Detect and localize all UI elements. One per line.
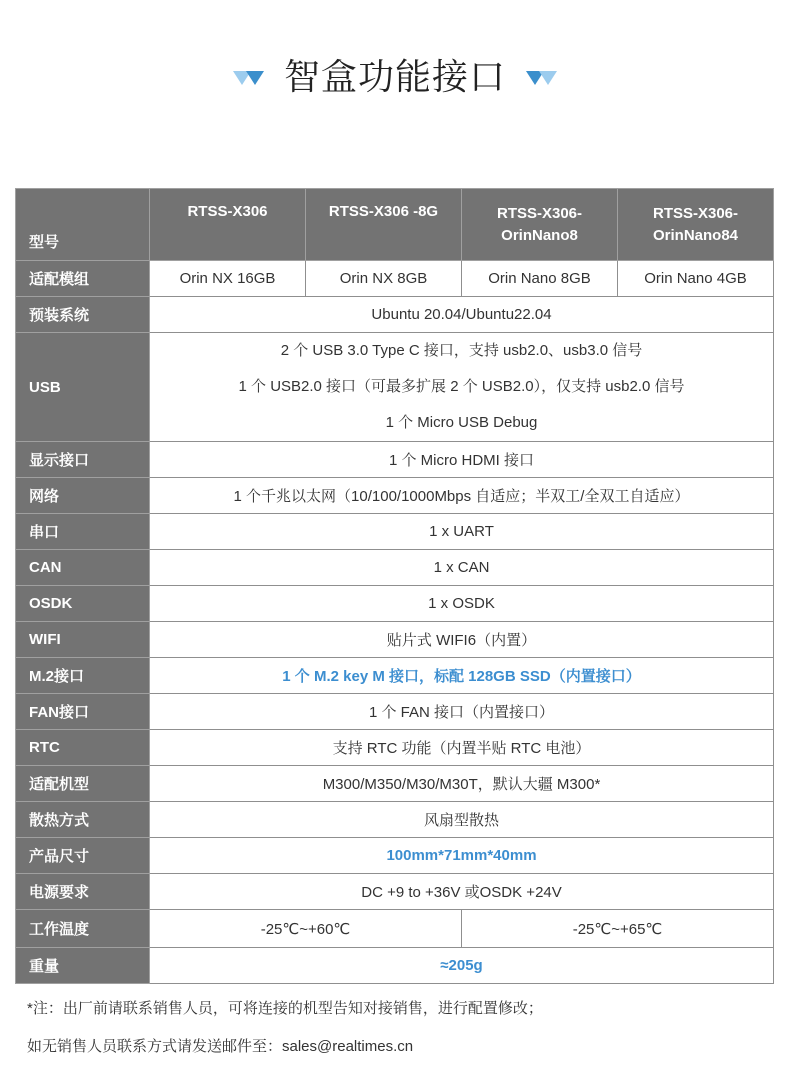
table-row-osdk [16, 586, 774, 622]
table-cell: 风扇型散热 [150, 802, 774, 838]
table-cell: ≈205g [150, 948, 774, 984]
model-header: RTSS-X306 [150, 189, 306, 261]
row-label: 工作温度 [16, 910, 150, 948]
row-label: CAN [16, 550, 150, 586]
row-label: USB [16, 333, 150, 442]
row-label: 电源要求 [16, 874, 150, 910]
table-cell: 100mm*71mm*40mm [150, 838, 774, 874]
model-header: RTSS-X306 -8G [306, 189, 462, 261]
table-row-rtc [16, 730, 774, 766]
row-label: 产品尺寸 [16, 838, 150, 874]
row-label: 适配机型 [16, 766, 150, 802]
table-row-can [16, 550, 774, 586]
row-label: M.2接口 [16, 658, 150, 694]
table-row-module [16, 261, 774, 297]
row-label: WIFI [16, 622, 150, 658]
model-header: RTSS-X306- OrinNano84 [618, 189, 774, 261]
table-cell: -25℃~+60℃ [150, 910, 462, 948]
row-label: 重量 [16, 948, 150, 984]
usb-line: 1 个 Micro USB Debug [385, 414, 538, 431]
table-row-temp [16, 910, 774, 948]
row-label: 适配模组 [16, 261, 150, 297]
contact-note: 如无销售人员联系方式请发送邮件至：sales@realtimes.cn [27, 1038, 414, 1055]
row-label: 预装系统 [16, 297, 150, 333]
row-label: 网络 [16, 478, 150, 514]
table-row-fan [16, 694, 774, 730]
table-cell: Ubuntu 20.04/Ubuntu22.04 [150, 297, 774, 333]
table-cell: Orin Nano 8GB [462, 261, 618, 297]
footnote: *注：出厂前请联系销售人员，可将连接的机型告知对接销售，进行配置修改； [27, 1000, 543, 1017]
row-label: 串口 [16, 514, 150, 550]
row-label: OSDK [16, 586, 150, 622]
table-row-aircraft [16, 766, 774, 802]
table-cell: Orin Nano 4GB [618, 261, 774, 297]
table-header-row [16, 189, 774, 261]
table-cell: 1 x OSDK [150, 586, 774, 622]
double-triangle-icon [233, 71, 264, 85]
table-cell: 1 个 M.2 key M 接口，标配 128GB SSD（内置接口） [150, 658, 774, 694]
table-row-serial [16, 514, 774, 550]
row-label: 散热方式 [16, 802, 150, 838]
table-cell: DC +9 to +36V 或OSDK +24V [150, 874, 774, 910]
table-cell [150, 333, 774, 442]
table-cell: 支持 RTC 功能（内置半贴 RTC 电池） [150, 730, 774, 766]
table-cell: 1 x UART [150, 514, 774, 550]
model-header: RTSS-X306- OrinNano8 [462, 189, 618, 261]
table-cell: Orin NX 16GB [150, 261, 306, 297]
table-row-power [16, 874, 774, 910]
table-row-size [16, 838, 774, 874]
usb-line: 2 个 USB 3.0 Type C 接口，支持 usb2.0、usb3.0 信号 [280, 342, 643, 359]
table-row-wifi [16, 622, 774, 658]
table-cell: 1 个 FAN 接口（内置接口） [150, 694, 774, 730]
spec-table [15, 188, 774, 984]
table-cell: 贴片式 WIFI6（内置） [150, 622, 774, 658]
usb-line: 1 个 USB2.0 接口（可最多扩展 2 个 USB2.0），仅支持 usb2.0 信号 [238, 378, 685, 395]
table-cell: 1 个千兆以太网（10/100/1000Mbps 自适应；半双工/全双工自适应） [150, 478, 774, 514]
table-row-cooling [16, 802, 774, 838]
table-cell: 1 x CAN [150, 550, 774, 586]
table-row-os [16, 297, 774, 333]
double-triangle-icon [526, 71, 557, 85]
title-bar [0, 52, 790, 104]
table-row-m2 [16, 658, 774, 694]
table-cell: 1 个 Micro HDMI 接口 [150, 442, 774, 478]
row-label: 显示接口 [16, 442, 150, 478]
row-label: RTC [16, 730, 150, 766]
header-label: 型号 [16, 189, 150, 261]
table-row-display [16, 442, 774, 478]
table-row-usb [16, 333, 774, 442]
table-row-network [16, 478, 774, 514]
table-cell: Orin NX 8GB [306, 261, 462, 297]
page-title: 智盒功能接口 [283, 57, 506, 98]
table-row-weight [16, 948, 774, 984]
table-cell: M300/M350/M30/M30T，默认大疆 M300* [150, 766, 774, 802]
row-label: FAN接口 [16, 694, 150, 730]
table-cell: -25℃~+65℃ [462, 910, 774, 948]
